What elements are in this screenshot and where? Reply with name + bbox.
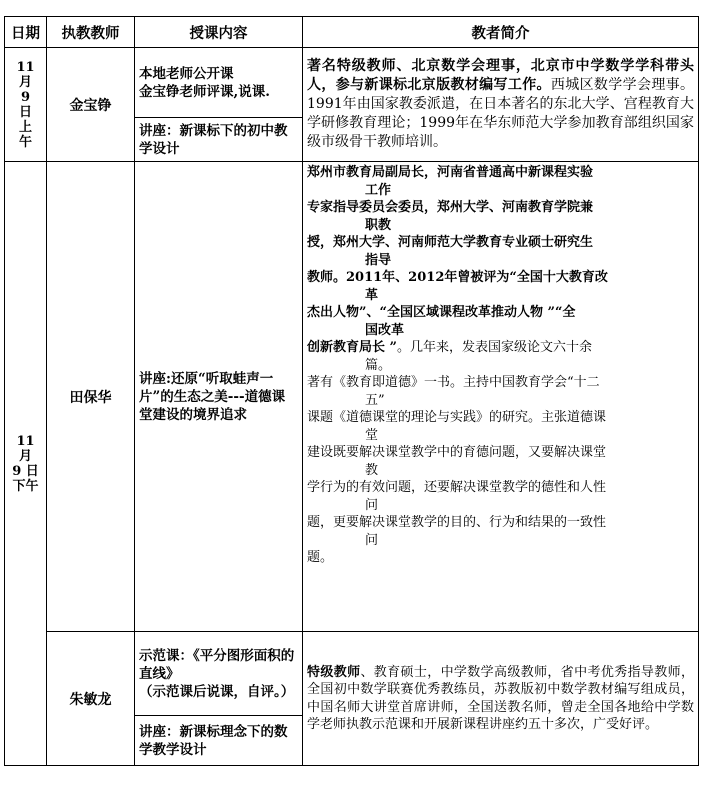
header-teacher: 执教教师 — [47, 17, 135, 48]
teacher-name: 金宝铮 — [47, 48, 135, 162]
header-content: 授课内容 — [135, 17, 303, 48]
lesson-content: 讲座:还原“听取蛙声一片”的生态之美---道德课堂建设的境界追求 — [135, 162, 303, 632]
date-part: 月 — [18, 74, 32, 90]
lesson-content — [135, 632, 303, 716]
bio-line: 郑州市教育局副局长，河南省普通高中新课程实验 — [307, 165, 594, 180]
bio-line: 建设既要解决课堂教学中的育德问题，又要解决课堂 — [307, 445, 607, 460]
bio-line: 职教 — [365, 217, 392, 233]
date-part: 11 — [16, 59, 35, 75]
teacher-bio — [303, 162, 699, 632]
date-part: 月 — [18, 448, 32, 464]
bio-line: 革 — [365, 287, 379, 303]
header-row — [5, 17, 699, 48]
bio-line: 工作 — [365, 182, 392, 198]
bio-bold: 创新教育局长 ” — [307, 340, 398, 355]
table-row — [5, 632, 699, 716]
teacher-name: 朱敏龙 — [47, 632, 135, 766]
teacher-bio — [303, 632, 699, 766]
bio-line: 教 — [365, 462, 379, 478]
date-part: 上 — [18, 119, 32, 135]
bio-line: 问 — [365, 532, 379, 548]
bio-text: 西城区数学学会理事。1991年由国家教委派遣，在日本著名的东北大学、宫程教育大学研修教育理论；1999年在华东师范大学参加教育部组织国家级市级骨干教师培训。 — [307, 77, 695, 150]
bio-line: 指导 — [365, 252, 392, 268]
content-line: 示范课：《平分图形面积的直线》 — [139, 647, 295, 682]
bio-line: 篇。 — [365, 357, 392, 373]
bio-line: 题，更要解决课堂教学的目的、行为和结果的一致性 — [307, 515, 607, 530]
bio-line: 著有《教育即道德》一书。主持中国教育学会“十二 — [307, 375, 600, 390]
table-row — [5, 162, 699, 632]
bio-text: 。几年来，发表国家级论文六十余 — [397, 340, 593, 355]
header-bio: 教者简介 — [303, 17, 699, 48]
content-line: （示范课后说课，自评。） — [139, 683, 295, 700]
schedule-table — [4, 16, 699, 766]
bio-line: 课题《道德课堂的理论与实践》的研究。主张道德课 — [307, 410, 607, 425]
lesson-content: 讲座：新课标下的初中教学设计 — [135, 118, 303, 162]
content-line: 金宝铮老师评课,说课. — [139, 83, 270, 100]
bio-line: 堂 — [365, 427, 379, 443]
date-part: 9 日 — [12, 463, 39, 479]
bio-line: 学行为的有效问题，还要解决课堂教学的德性和人性 — [307, 480, 607, 495]
content-line: 本地老师公开课 — [139, 65, 234, 82]
date-cell-morning — [5, 48, 47, 162]
teacher-name: 田保华 — [47, 162, 135, 632]
bio-line: 授，郑州大学、河南师范大学教育专业硕士研究生 — [307, 235, 594, 250]
bio-bold: 著名特级教师、北京数学会理事，北京市中学数学学科带头人，参与新课标北京版教材编写工作。 — [307, 58, 694, 93]
bio-line — [307, 339, 694, 357]
bio-line: 国改革 — [365, 322, 405, 338]
date-part: 日 — [18, 104, 32, 120]
header-date: 日期 — [5, 17, 47, 48]
lesson-content — [135, 48, 303, 118]
date-part: 11 — [16, 433, 35, 449]
bio-line: 专家指导委员会委员，郑州大学、河南教育学院兼 — [307, 200, 594, 215]
lesson-content: 讲座：新课标理念下的数学教学设计 — [135, 716, 303, 766]
bio-line: 教师。2011年、2012年曾被评为“全国十大教育改 — [307, 270, 608, 285]
bio-line: 问 — [365, 497, 379, 513]
bio-text: 、教育硕士，中学数学高级教师，省中考优秀指导教师，全国初中数学联赛优秀教练员，苏教版初中数学教材编写组成员，中国名师大讲堂首席讲师，全国送教名师，曾走全国各地给中学数学老师执教示范课和开展新课程讲座约五十多次，广受好评。 — [307, 664, 694, 732]
bio-line: 五” — [365, 392, 385, 408]
date-part: 9 — [20, 89, 31, 105]
bio-line: 杰出人物”、“全国区域课程改革推动人物 ”“全 — [307, 305, 576, 320]
bio-bold: 特级教师 — [307, 664, 361, 680]
date-part: 午 — [18, 134, 32, 150]
date-cell-afternoon — [5, 162, 47, 766]
date-part: 下午 — [12, 478, 39, 494]
teacher-bio — [303, 48, 699, 162]
table-row — [5, 48, 699, 118]
bio-line: 题。 — [307, 550, 334, 565]
